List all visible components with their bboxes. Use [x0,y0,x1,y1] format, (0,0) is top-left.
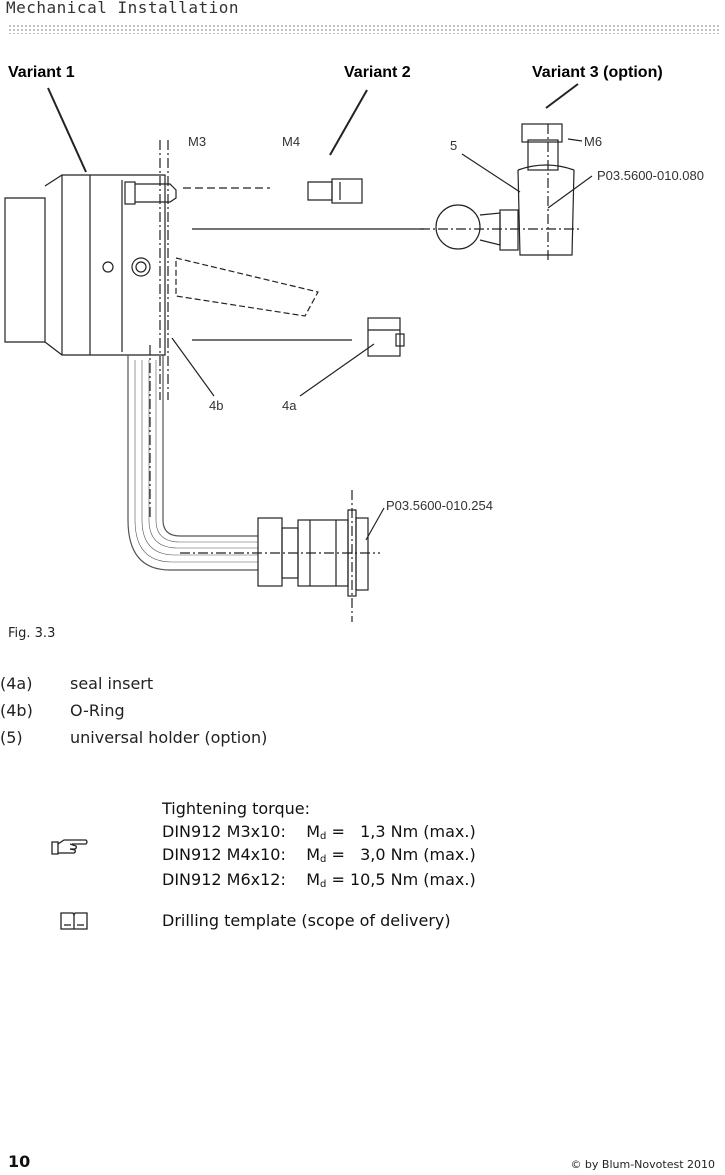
legend-code: (5) [0,728,23,747]
variant-3-leader [546,84,578,108]
leader-p03-254 [366,508,384,540]
label-4b: 4b [209,398,224,413]
copyright: © by Blum-Novotest 2010 [570,1158,715,1171]
section-title: Mechanical Installation [6,0,240,17]
legend-desc: universal holder (option) [70,728,268,747]
legend-code: (4b) [0,701,33,720]
leader-p03-080 [548,176,592,208]
legend-code: (4a) [0,674,33,693]
legend-desc: O-Ring [70,701,125,720]
leader-5 [462,154,520,192]
leader-m6 [568,139,582,141]
torque-title: Tightening torque: [162,799,310,818]
torque-line: DIN912 M6x12: $M_d = 10,5$ Nm (max.) [162,870,476,890]
label-m4: M4 [282,134,301,149]
label-p03-080: P03.5600-010.080 [597,168,704,183]
label-m6: M6 [584,134,603,149]
leader-4b [172,338,214,396]
torque-line: DIN912 M4x10: $M_d = 3,0$ Nm (max.) [162,845,476,865]
cable-conduit [128,355,258,570]
variant-2-label: Variant 2 [344,64,411,81]
leader-4a [300,344,374,396]
label-4a: 4a [282,398,297,413]
page-number: 10 [8,1152,31,1171]
variant-1-label: Variant 1 [8,64,75,81]
pointing-hand-icon [50,834,90,858]
label-5: 5 [450,138,458,153]
drilling-template-note: Drilling template (scope of delivery) [162,911,451,930]
torque-line: DIN912 M3x10: $M_d = 1,3$ Nm (max.) [162,822,476,842]
figure-caption: Fig. 3.3 [8,626,56,641]
screw-m4 [308,179,362,203]
label-m3: M3 [188,134,207,149]
pin-shaft [176,258,318,316]
variant-1-leader [48,88,86,172]
variant-3-label: Variant 3 (option) [532,64,663,81]
legend-desc: seal insert [70,674,154,693]
label-p03-254: P03.5600-010.254 [386,498,493,513]
variant-2-leader [330,90,367,155]
universal-holder [420,124,580,262]
seal-insert [368,318,404,356]
book-icon [60,911,88,931]
